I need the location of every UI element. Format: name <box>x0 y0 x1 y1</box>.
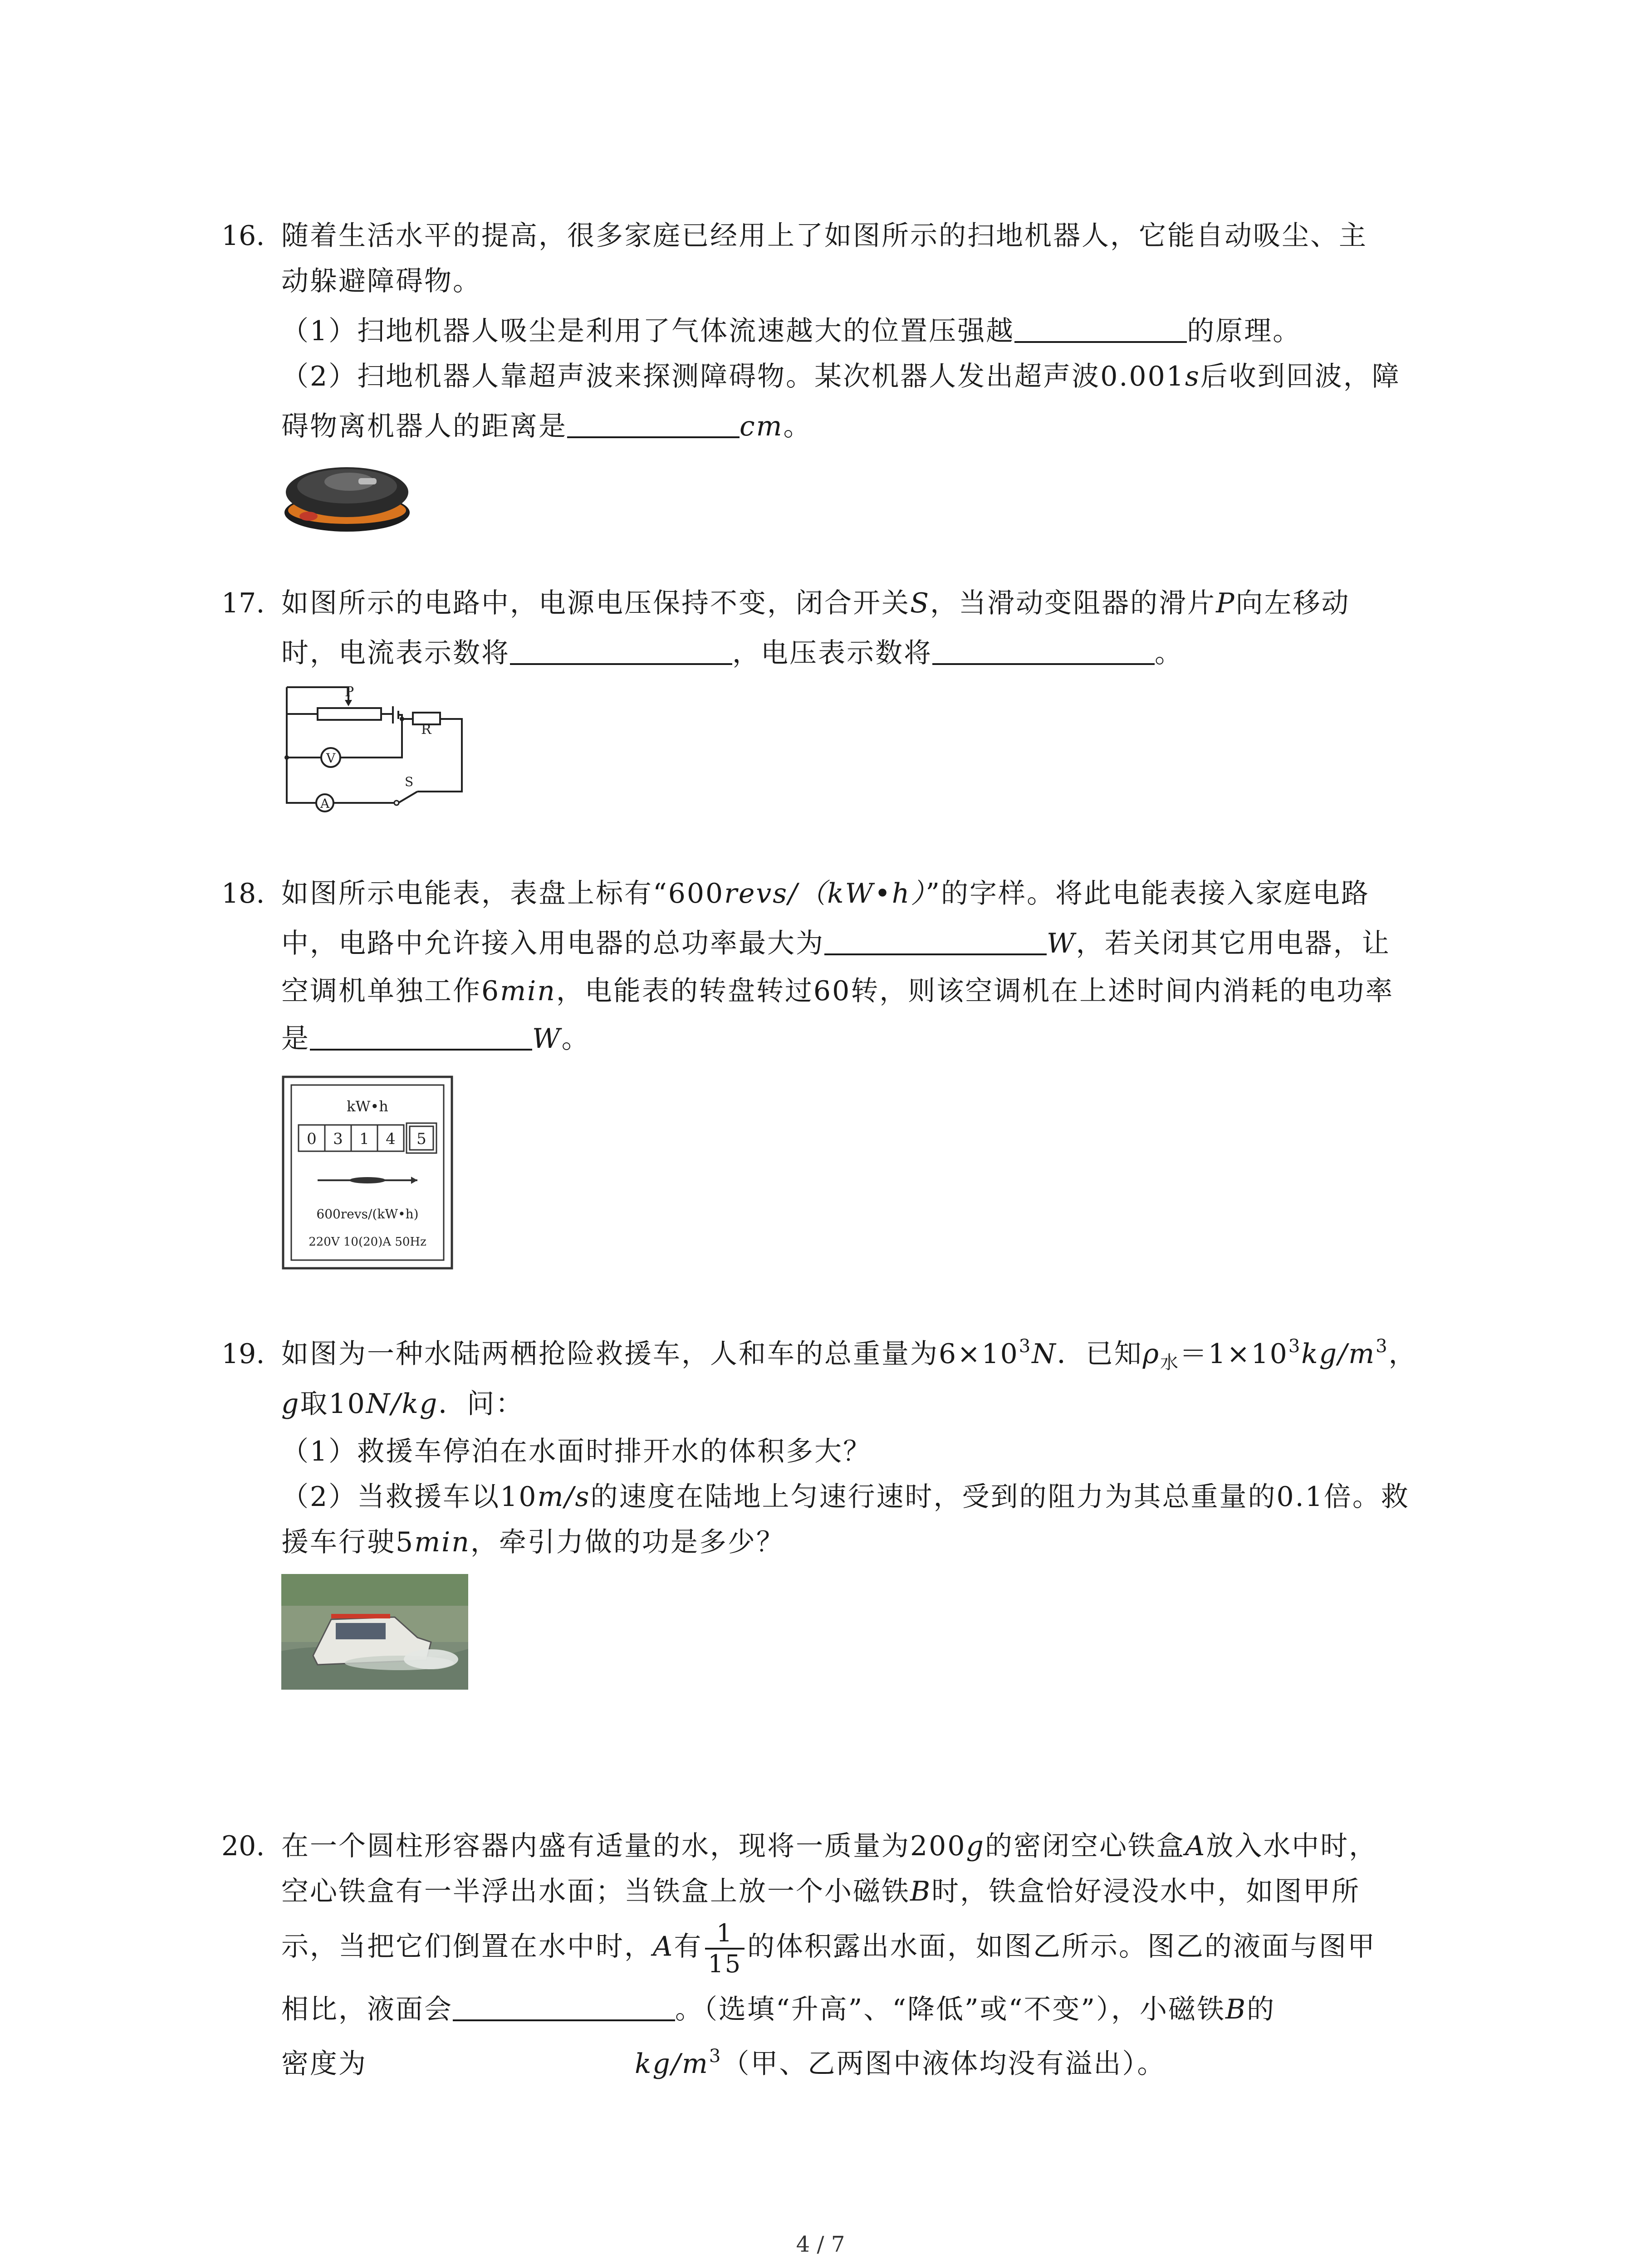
question-text: 如图为一种水陆两栖抢险救援车，人和车的总重量为$6\times 10^3N$．已知$\rho_水=1\times 10^3kg/m^3$， <box>281 1336 1417 1373</box>
meter-digit: 3 <box>333 1130 343 1148</box>
amphibious-vehicle-image <box>281 1574 468 1690</box>
question-text: 中，电路中允许接入用电器的总功率最大为 W，若关闭其它用电器，让 <box>281 925 1391 962</box>
question-text: g取10N/kg．问： <box>281 1388 524 1420</box>
question-text: 如图所示电能表，表盘上标有“600revs/（kW•h）”的字样。将此电能表接入家庭电路 <box>281 878 1370 909</box>
question-text: 如图所示的电路中，电源电压保持不变，闭合开关S，当滑动变阻器的滑片P向左移动 <box>281 587 1350 619</box>
meter-digit: 4 <box>386 1130 396 1148</box>
answer-blank[interactable] <box>567 409 740 438</box>
sub-question-2-cont: 援车行驶5min，牵引力做的功是多少？ <box>281 1526 785 1558</box>
robot-vacuum-image <box>281 458 413 535</box>
question-text: 随着生活水平的提高，很多家庭已经用上了如图所示的扫地机器人，它能自动吸尘、主 <box>281 220 1367 252</box>
question-text: 空心铁盒有一半浮出水面；当铁盒上放一个小磁铁B时，铁盒恰好浸没水中，如图甲所 <box>281 1876 1361 1907</box>
answer-blank[interactable] <box>932 636 1155 665</box>
question-text: 动躲避障碍物。 <box>281 265 481 297</box>
question-number: 16. <box>221 220 265 252</box>
switch-label: S <box>405 774 414 789</box>
question-text: 在一个圆柱形容器内盛有适量的水，现将一质量为200g的密闭空心铁盒A放入水中时， <box>281 1830 1378 1862</box>
sub-question-1: （1）扫地机器人吸尘是利用了气体流速越大的位置压强越 的原理。 <box>281 313 1301 349</box>
meter-spec: 220V 10(20)A 50Hz <box>309 1235 426 1249</box>
question-text: 密度为 $kg/m^3$（甲、乙两图中液体均没有溢出）。 <box>281 2046 1166 2080</box>
answer-blank[interactable] <box>453 1992 675 2021</box>
question-text: 是 W。 <box>281 1021 590 1057</box>
slider-label: P <box>345 684 354 700</box>
fraction: $\frac{1}{15}$ <box>705 1919 745 1979</box>
sub-question-2-cont: 碍物离机器人的距离是 cm。 <box>281 408 812 445</box>
question-text: 空调机单独工作6min，电能表的转盘转过60转，则该空调机在上述时间内消耗的电功率 <box>281 975 1394 1007</box>
meter-digit: 1 <box>359 1130 369 1148</box>
question-number: 17. <box>221 587 265 619</box>
question-number: 18. <box>221 878 265 909</box>
meter-unit: kW•h <box>347 1098 388 1115</box>
sub-question-1: （1）救援车停泊在水面时排开水的体积多大？ <box>281 1436 872 1467</box>
question-number: 20. <box>221 1830 265 1862</box>
resistor-label: R <box>421 722 431 738</box>
energy-meter-figure <box>281 1075 454 1270</box>
meter-digit: 5 <box>416 1130 426 1148</box>
answer-blank[interactable] <box>310 1022 532 1051</box>
answer-blank[interactable] <box>824 926 1047 955</box>
sub-question-2: （2）当救援车以10m/s的速度在陆地上匀速行速时，受到的阻力为其总重量的0.1倍。救 <box>281 1481 1410 1513</box>
circuit-diagram <box>281 678 472 814</box>
question-text: 相比，液面会 。（选填“升高”、“降低”或“不变”），小磁铁B的 <box>281 1991 1275 2028</box>
answer-blank[interactable] <box>510 636 732 665</box>
answer-blank[interactable] <box>1014 314 1187 343</box>
meter-digit: 0 <box>307 1130 317 1148</box>
voltmeter-label: V <box>326 751 336 766</box>
question-text: 示，当把它们倒置在水中时，A有 $\frac{1}{15}$ 的体积露出水面，如图乙所示。图乙的液面与图甲 <box>281 1919 1376 1978</box>
question-text: 时，电流表示数将 ，电压表示数将 。 <box>281 635 1183 671</box>
page-number: 4 / 7 <box>796 2232 845 2257</box>
question-number: 19. <box>221 1338 265 1370</box>
sub-question-2: （2）扫地机器人靠超声波来探测障碍物。某次机器人发出超声波0.001s后收到回波，障 <box>281 361 1401 392</box>
meter-rating: 600revs/(kW•h) <box>316 1207 419 1222</box>
ammeter-label: A <box>320 796 330 811</box>
